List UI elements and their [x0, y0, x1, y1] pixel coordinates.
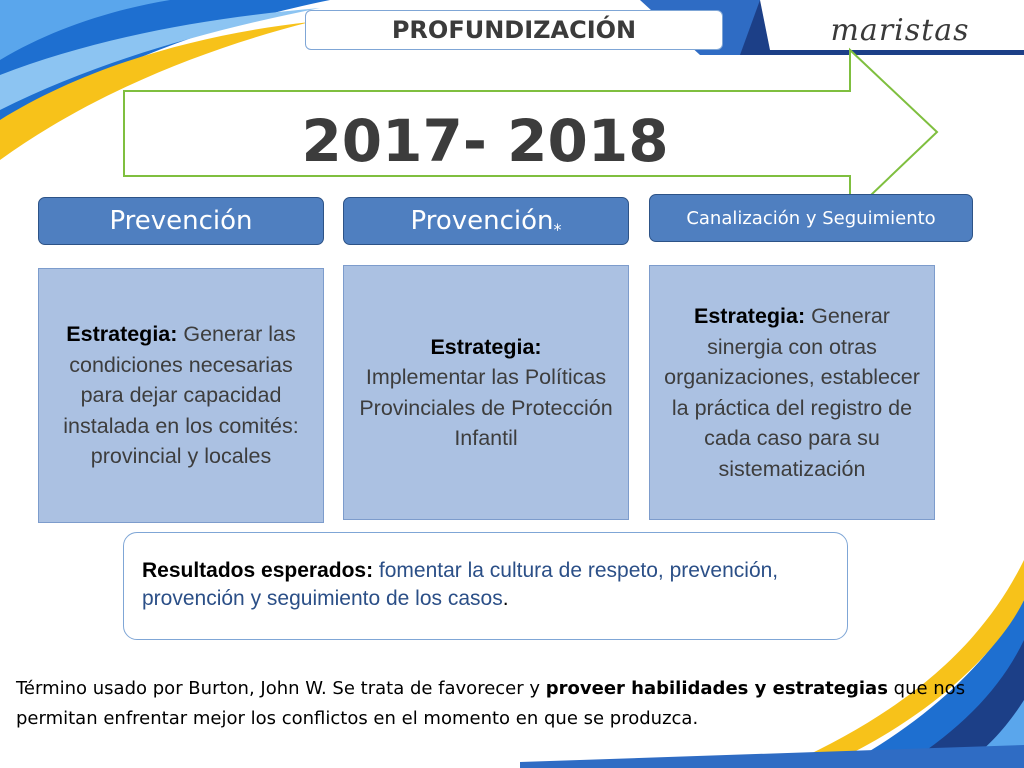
heading-canalizacion [649, 194, 973, 242]
strategy-card-canalizacion [649, 265, 935, 520]
strategy-text: Generar las condiciones necesarias para dejar capacidad instalada en los comités: provincial y locales [63, 322, 299, 469]
results-end: . [502, 587, 509, 610]
heading-prevencion [38, 197, 324, 245]
results-text: fomentar la cultura de respeto, prevención, provención y seguimiento de los casos [142, 559, 779, 610]
heading-provencion [343, 197, 629, 245]
slide-title: PROFUNDIZACIÓN [305, 10, 723, 50]
period-label: 2017- 2018 [301, 107, 669, 175]
footnote-part1: Término usado por Burton, John W. Se trata de favorecer y [16, 678, 546, 699]
expected-results-box [123, 532, 848, 640]
footnote-part2: que nos permitan enfrentar mejor los conflictos en el momento en que se produzca. [16, 678, 966, 729]
footnote-bold: proveer habilidades y estrategias [545, 678, 888, 699]
strategy-card-provencion [343, 265, 629, 520]
strategy-card-prevencion [38, 268, 324, 523]
strategy-text: Implementar las Políticas Provinciales de Protección Infantil [359, 365, 613, 450]
heading-provencion-label: Provención [410, 206, 554, 236]
footnote [16, 674, 1006, 734]
strategy-label: Estrategia: [66, 322, 178, 347]
maristas-logo: maristas [830, 12, 970, 48]
heading-provencion-asterisk: * [553, 219, 562, 239]
strategy-label: Estrategia: [694, 304, 806, 328]
strategy-text: Generar sinergia con otras organizaciones, establecer la práctica del registro de cada caso para su sistematización [664, 304, 920, 481]
heading-canalizacion-label: Canalización y Seguimiento [686, 207, 936, 229]
heading-prevencion-label: Prevención [109, 206, 253, 236]
strategy-label: Estrategia: [430, 334, 542, 359]
results-label: Resultados esperados: [142, 559, 374, 582]
